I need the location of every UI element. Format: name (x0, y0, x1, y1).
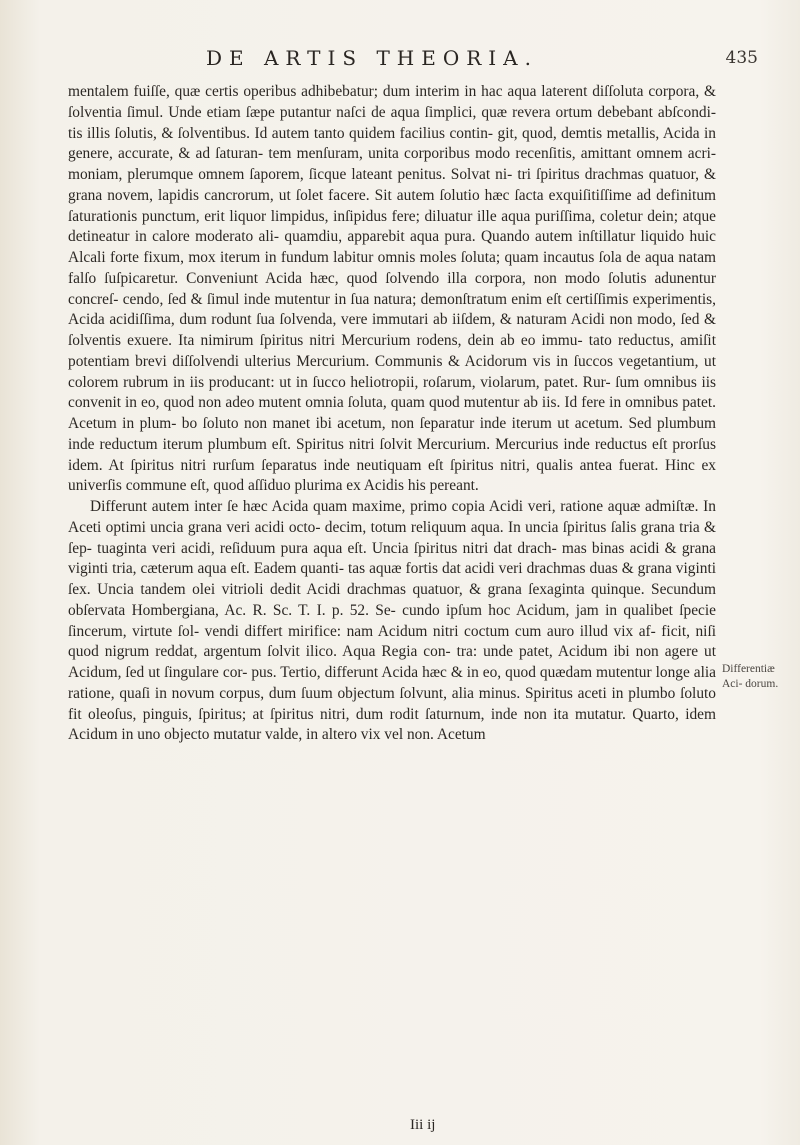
page-number: 435 (725, 48, 758, 68)
paragraph-2: Differunt autem inter ſe hæc Acida quam maxime, primo copia Acidi veri, ratione aquæ admiſtæ. In Aceti optimi uncia grana veri acidi octo- decim, totum reliquum aqua. In uncia ſpiritus ſalis grana tria & ſep- tuaginta veri acidi, reſiduum pura aqua eſt. Uncia ſpiritus nitri dat drach- mas binas acidi & grana viginti tria, cæterum aqua eſt. Eadem quanti- tas aquæ fortis dat acidi veri drachmas duas & grana viginti ſex. Uncia tandem olei vitrioli dedit Acidi drachmas quatuor, & grana ſexaginta quinque. Secundum obſervata Hombergiana, Ac. R. Sc. T. I. p. 52. Se- cundo ipſum hoc Acidum, jam in qualibet ſpecie ſincerum, virtute ſol- vendi differt mirifice: nam Acidum nitri coctum cum auro illud vix af- ficit, niſi quod nigrum reddat, argentum ſolvit ilico. Aqua Regia con- tra: unde patet, Acidum ibi non agere ut Acidum, ſed ut ſingulare cor- pus. Tertio, differunt Acida hæc & in eo, quod quædam mutentur longe alia ratione, quaſi in novum corpus, dum ſuum objectum ſolvunt, alia minus. Spiritus aceti in plumbo ſoluto fit oleoſus, pinguis, ſpiritus; at ſpiritus nitri, dum rodit ſaturnum, inde non ita mutatur. Quarto, idem Acidum in uno objecto mutatur valde, in altero vix vel non. Acetum (68, 498, 716, 744)
margin-note: Differentiæ Aci- dorum. (722, 663, 779, 690)
paragraph-1: mentalem fuiſſe, quæ certis operibus adhibebatur; dum interim in hac aqua laterent diſſoluta corpora, & ſolventia ſimul. Unde etiam ſæpe putantur naſci de aqua ſimplici, quæ revera ortum debebant abſcondi- tis illis ſolutis, & ſolventibus. Id autem tanto quidem facilius contin- git, quod, demtis metallis, Acida in genere, accurate, & ad ſaturan- tem menſuram, unita corporibus modo recenſitis, amittant omnem acri- moniam, plerumque omnem ſaporem, ſicque lateant penitus. Solvat ni- tri ſpiritus drachmas quatuor, & grana novem, lapidis cancrorum, ut ſolet facere. Sit autem ſolutio hæc ſacta exquiſitiſſime ad definitum ſaturationis punctum, erit liquor limpidus, inſipidus fere; diluatur ille aqua puriſſima, coletur dein; atque detineatur in calore moderato ali- quamdiu, apparebit aqua pura. Quando autem inſtillatur liquido huic Alcali forte fixum, mox iterum in fundum labitur omnis moles ſoluta; quam incautus ſola de aqua natam falſo ſuſpicaretur. Conveniunt Acida hæc, quod ſolvendo illa corpora, non modo ſolutis adunentur concreſ- cendo, ſed & ſimul inde mutentur in ſua natura; demonſtratum enim eſt certiſſimis experimentis, Acida acidiſſima, dum rodunt ſua ſolvenda, vere immutari ab iiſdem, & naturam Acidi non modo, ſed & ſolventis exuere. Ita nimirum ſpiritus nitri Mercurium rodens, dein ab eo immu- tato reductus, amiſit potentiam brevi diſſolvendi ulterius Mercurium. Communis & Acidorum vis in ſuccos vegetantium, ut colorem rubrum in iis producant: ut in ſucco heliotropii, roſarum, violarum, patet. Rur- ſum omnibus iis convenit in eo, quod non adeo mutent omnia ſoluta, quam quod mutentur ab iis. Id fere in omnibus patet. Acetum in plum- bo ſoluto non manet ibi acetum, non ſeparatur inde iterum ut acetum. Sed plumbum inde reductum iterum plumbum eſt. Spiritus nitri ſolvit Mercurium. Mercurius inde reductus eſt prorſus idem. At ſpiritus nitri rurſum ſeparatus inde neutiquam eſt ſpiritus nitri, qualis antea fuerat. Hinc ex univerſis commune eſt, quod aſſiduo plurima ex Acidis his pereant. (68, 83, 716, 495)
running-title: DE ARTIS THEORIA. (206, 46, 538, 70)
running-head (98, 46, 758, 74)
signature-mark: Iii ij (410, 1117, 436, 1133)
body-text (68, 82, 716, 746)
